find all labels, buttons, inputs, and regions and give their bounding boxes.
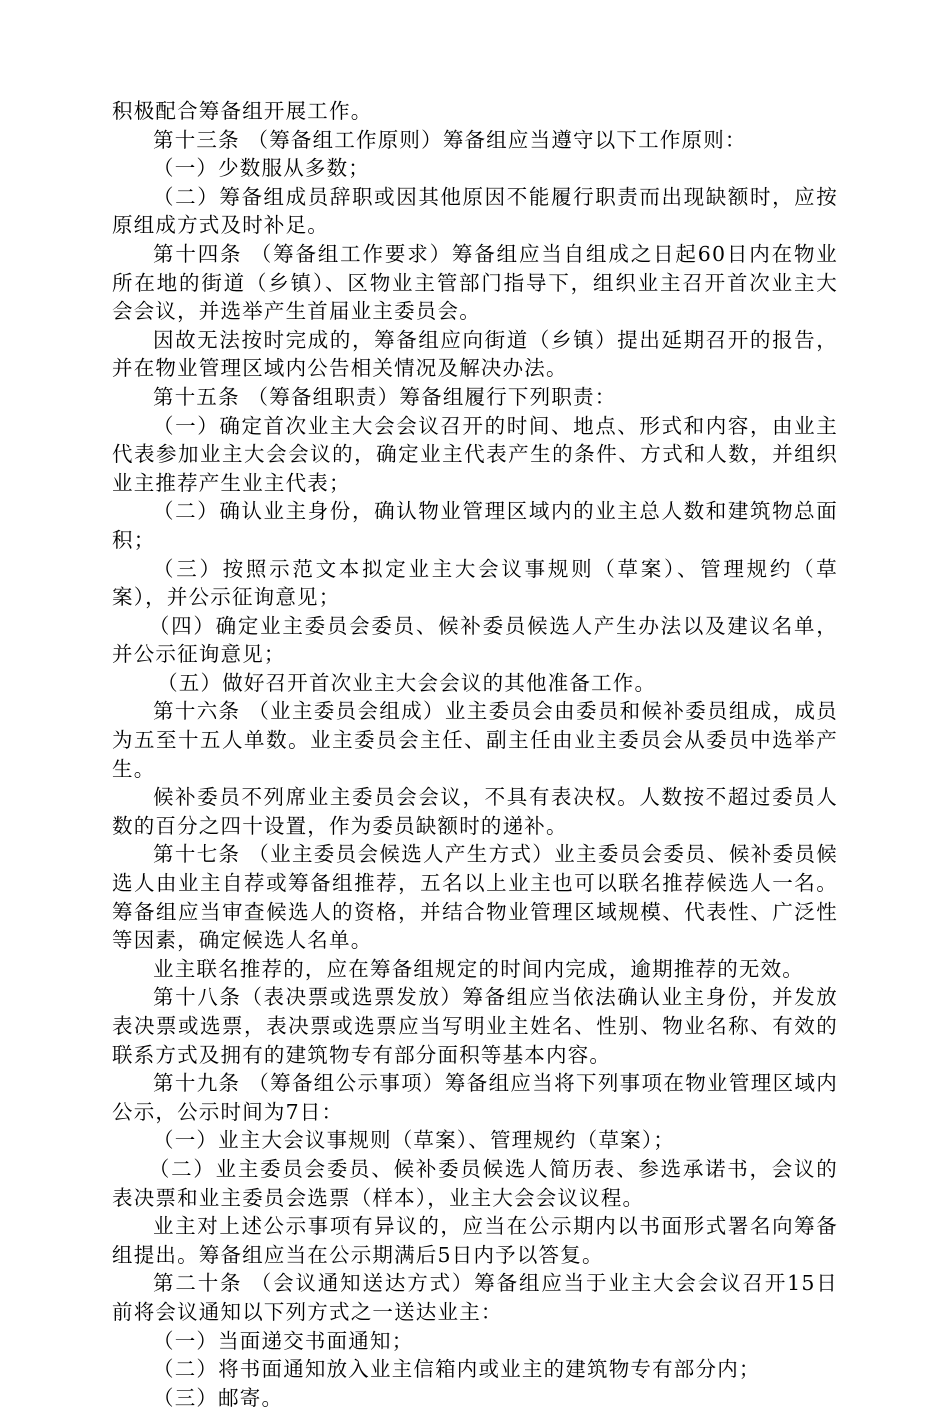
article-18: 第十八条（表决票或选票发放）筹备组应当依法确认业主身份，并发放表决票或选票，表决票或选票应当写明业主姓名、性别、物业名称、有效的联系方式及拥有的建筑物专有部分面积等基本内容。	[112, 985, 838, 1067]
article-13-item-1: （一）少数服从多数；	[153, 156, 370, 181]
article-19-para-2: 业主对上述公示事项有异议的，应当在公示期内以书面形式署名向筹备组提出。筹备组应当在公示期满后5日内予以答复。	[112, 1214, 838, 1267]
article-13: 第十三条 （筹备组工作原则）筹备组应当遵守以下工作原则：	[153, 127, 747, 152]
article-14-para-2: 因故无法按时完成的，筹备组应向街道（乡镇）提出延期召开的报告，并在物业管理区域内公告相关情况及解决办法。	[112, 327, 838, 381]
article-19: 第十九条 （筹备组公示事项）筹备组应当将下列事项在物业管理区域内公示，公示时间为7日：	[112, 1071, 838, 1124]
article-20-item-3: （三）邮寄。	[153, 1385, 284, 1410]
article-17: 第十七条 （业主委员会候选人产生方式）业主委员会委员、候补委员候选人由业主自荐或筹备组推荐，五名以上业主也可以联名推荐候选人一名。筹备组应当审查候选人的资格，并结合物业管理区域规模、代表性、广泛性等因素，确定候选人名单。	[112, 842, 838, 953]
article-13-item-2: （二）筹备组成员辞职或因其他原因不能履行职责而出现缺额时，应按原组成方式及时补足。	[112, 184, 838, 238]
article-15-item-2: （二）确认业主身份，确认物业管理区域内的业主总人数和建筑物总面积；	[112, 499, 838, 552]
article-15-item-5: （五）做好召开首次业主大会会议的其他准备工作。	[157, 670, 657, 695]
article-19-item-1: （一）业主大会议事规则（草案）、管理规约（草案）；	[153, 1128, 675, 1153]
article-19-item-2: （二）业主委员会委员、候补委员候选人简历表、参选承诺书，会议的表决票和业主委员会选票（样本），业主大会会议议程。	[112, 1156, 838, 1210]
article-15-item-3: （三）按照示范文本拟定业主大会议事规则（草案）、管理规约（草案），并公示征询意见；	[112, 556, 838, 610]
article-17-para-2: 业主联名推荐的，应在筹备组规定的时间内完成，逾期推荐的无效。	[153, 956, 804, 981]
article-20: 第二十条 （会议通知送达方式）筹备组应当于业主大会会议召开15日前将会议通知以下列方式之一送达业主：	[112, 1271, 838, 1324]
article-14: 第十四条 （筹备组工作要求）筹备组应当自组成之日起60日内在物业所在地的街道（乡镇）、区物业主管部门指导下，组织业主召开首次业主大会会议，并选举产生首届业主委员会。	[112, 241, 838, 324]
article-20-item-1: （一）当面递交书面通知；	[153, 1328, 414, 1353]
document-page	[112, 97, 838, 1412]
article-15: 第十五条 （筹备组职责）筹备组履行下列职责：	[153, 384, 617, 409]
article-15-item-1: （一）确定首次业主大会会议召开的时间、地点、形式和内容，由业主代表参加业主大会会议的，确定业主代表产生的条件、方式和人数，并组织业主推荐产生业主代表；	[112, 413, 838, 495]
article-15-item-4: （四）确定业主委员会委员、候补委员候选人产生办法以及建议名单，并公示征询意见；	[112, 613, 838, 667]
paragraph-continuation: 积极配合筹备组开展工作。	[112, 99, 373, 123]
article-16: 第十六条 （业主委员会组成）业主委员会由委员和候补委员组成，成员为五至十五人单数。业主委员会主任、副主任由业主委员会从委员中选举产生。	[112, 699, 838, 781]
article-20-item-2: （二）将书面通知放入业主信箱内或业主的建筑物专有部分内；	[153, 1357, 761, 1382]
article-16-para-2: 候补委员不列席业主委员会会议，不具有表决权。人数按不超过委员人数的百分之四十设置，作为委员缺额时的递补。	[112, 785, 838, 838]
